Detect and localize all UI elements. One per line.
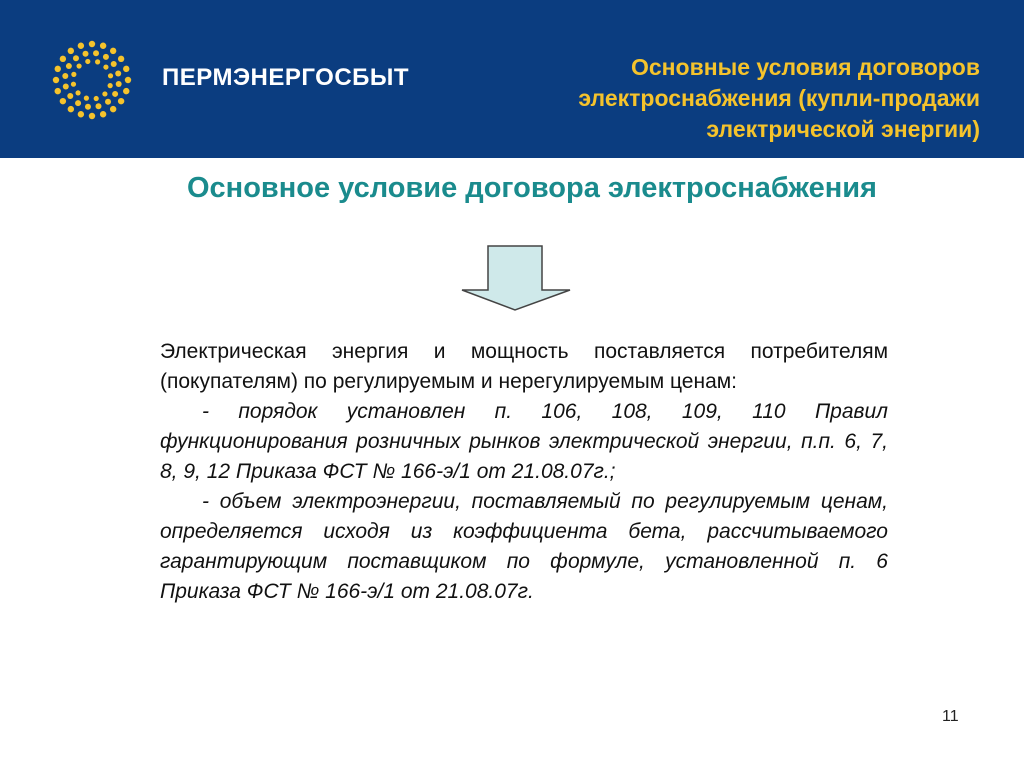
- header-title-line: Основные условия договоров: [630, 54, 980, 80]
- down-arrow-icon: [458, 244, 574, 312]
- list-item: - порядок установлен п. 106, 108, 109, 110 Правил функционирования розничных рынков электрической энергии, п.п. 6, 7, 8, 9, 12 Приказа ФСТ № 166-э/1 от 21.08.07г.;: [160, 400, 888, 483]
- header-banner: [0, 0, 1024, 158]
- body-text: [160, 337, 888, 607]
- header-title: [500, 52, 980, 145]
- main-heading: Основное условие договора электроснабжения: [187, 172, 877, 204]
- list-item: - объем электроэнергии, поставляемый по регулируемым ценам, определяется исходя из коэффициента бета, рассчитываемого гарантирующим поставщиком по формуле, установленной п. 6 Приказа ФСТ № 166-э/1 от 21.08.07г.: [160, 490, 888, 603]
- page-number: 11: [942, 708, 959, 725]
- intro-paragraph: Электрическая энергия и мощность поставляется потребителям (покупателям) по регулируемым и нерегулируемым ценам:: [160, 340, 888, 393]
- brand-name: ПЕРМЭНЕРГОСБЫТ: [162, 64, 410, 91]
- header-title-line: электроснабжения (купли-продажи: [578, 85, 980, 111]
- sun-dots-icon: [52, 40, 132, 120]
- header-title-line: электрической энергии): [706, 116, 980, 142]
